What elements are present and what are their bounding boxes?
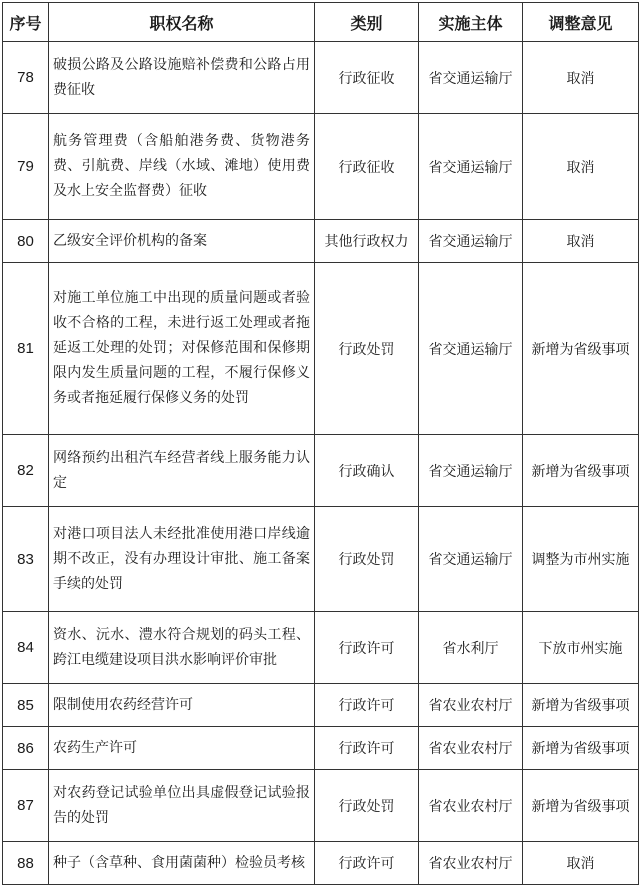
cell-body: 省交通运输厅 <box>419 507 523 612</box>
cell-opinion: 新增为省级事项 <box>523 684 639 727</box>
cell-category: 行政处罚 <box>315 263 419 435</box>
header-no: 序号 <box>3 3 49 42</box>
cell-opinion: 取消 <box>523 42 639 114</box>
cell-no: 85 <box>3 684 49 727</box>
cell-opinion: 新增为省级事项 <box>523 770 639 842</box>
cell-no: 88 <box>3 842 49 885</box>
cell-no: 87 <box>3 770 49 842</box>
cell-opinion: 新增为省级事项 <box>523 727 639 770</box>
header-name: 职权名称 <box>49 3 315 42</box>
cell-name: 对港口项目法人未经批准使用港口岸线逾期不改正，没有办理设计审批、施工备案手续的处罚 <box>49 507 315 612</box>
table-row <box>3 263 639 435</box>
cell-category: 行政确认 <box>315 435 419 507</box>
header-row <box>3 3 639 42</box>
table-row <box>3 507 639 612</box>
cell-body: 省农业农村厅 <box>419 770 523 842</box>
cell-category: 行政处罚 <box>315 507 419 612</box>
cell-name: 乙级安全评价机构的备案 <box>49 220 315 263</box>
cell-no: 79 <box>3 114 49 220</box>
cell-body: 省交通运输厅 <box>419 435 523 507</box>
cell-category: 行政征收 <box>315 114 419 220</box>
cell-category: 行政许可 <box>315 842 419 885</box>
cell-opinion: 取消 <box>523 114 639 220</box>
table-row <box>3 435 639 507</box>
cell-category: 行政处罚 <box>315 770 419 842</box>
cell-no: 78 <box>3 42 49 114</box>
table-row <box>3 770 639 842</box>
cell-no: 80 <box>3 220 49 263</box>
cell-category: 行政许可 <box>315 727 419 770</box>
cell-opinion: 下放市州实施 <box>523 612 639 684</box>
header-opinion: 调整意见 <box>523 3 639 42</box>
table-row <box>3 612 639 684</box>
table-row <box>3 684 639 727</box>
cell-category: 行政征收 <box>315 42 419 114</box>
table-row <box>3 220 639 263</box>
cell-category: 行政许可 <box>315 612 419 684</box>
table-row <box>3 727 639 770</box>
cell-body: 省交通运输厅 <box>419 263 523 435</box>
cell-opinion: 调整为市州实施 <box>523 507 639 612</box>
cell-body: 省农业农村厅 <box>419 842 523 885</box>
cell-no: 82 <box>3 435 49 507</box>
cell-opinion: 取消 <box>523 842 639 885</box>
cell-body: 省交通运输厅 <box>419 114 523 220</box>
cell-opinion: 新增为省级事项 <box>523 435 639 507</box>
header-category: 类别 <box>315 3 419 42</box>
cell-body: 省农业农村厅 <box>419 727 523 770</box>
cell-opinion: 取消 <box>523 220 639 263</box>
cell-name: 农药生产许可 <box>49 727 315 770</box>
header-body: 实施主体 <box>419 3 523 42</box>
cell-body: 省交通运输厅 <box>419 42 523 114</box>
cell-name: 破损公路及公路设施赔补偿费和公路占用费征收 <box>49 42 315 114</box>
table-row <box>3 114 639 220</box>
cell-no: 83 <box>3 507 49 612</box>
cell-category: 行政许可 <box>315 684 419 727</box>
table-row <box>3 42 639 114</box>
cell-no: 84 <box>3 612 49 684</box>
cell-name: 网络预约出租汽车经营者线上服务能力认定 <box>49 435 315 507</box>
cell-body: 省水利厅 <box>419 612 523 684</box>
cell-name: 对施工单位施工中出现的质量问题或者验收不合格的工程，未进行返工处理或者拖延返工处理的处罚；对保修范围和保修期限内发生质量问题的工程，不履行保修义务或者拖延履行保修义务的处罚 <box>49 263 315 435</box>
cell-body: 省交通运输厅 <box>419 220 523 263</box>
authority-table <box>2 2 639 885</box>
cell-name: 资水、沅水、澧水符合规划的码头工程、跨江电缆建设项目洪水影响评价审批 <box>49 612 315 684</box>
table-row <box>3 842 639 885</box>
cell-no: 86 <box>3 727 49 770</box>
cell-name: 航务管理费（含船舶港务费、货物港务费、引航费、岸线（水域、滩地）使用费及水上安全监督费）征收 <box>49 114 315 220</box>
cell-name: 对农药登记试验单位出具虚假登记试验报告的处罚 <box>49 770 315 842</box>
cell-opinion: 新增为省级事项 <box>523 263 639 435</box>
cell-body: 省农业农村厅 <box>419 684 523 727</box>
cell-name: 限制使用农药经营许可 <box>49 684 315 727</box>
cell-name: 种子（含草种、食用菌菌种）检验员考核 <box>49 842 315 885</box>
cell-category: 其他行政权力 <box>315 220 419 263</box>
cell-no: 81 <box>3 263 49 435</box>
